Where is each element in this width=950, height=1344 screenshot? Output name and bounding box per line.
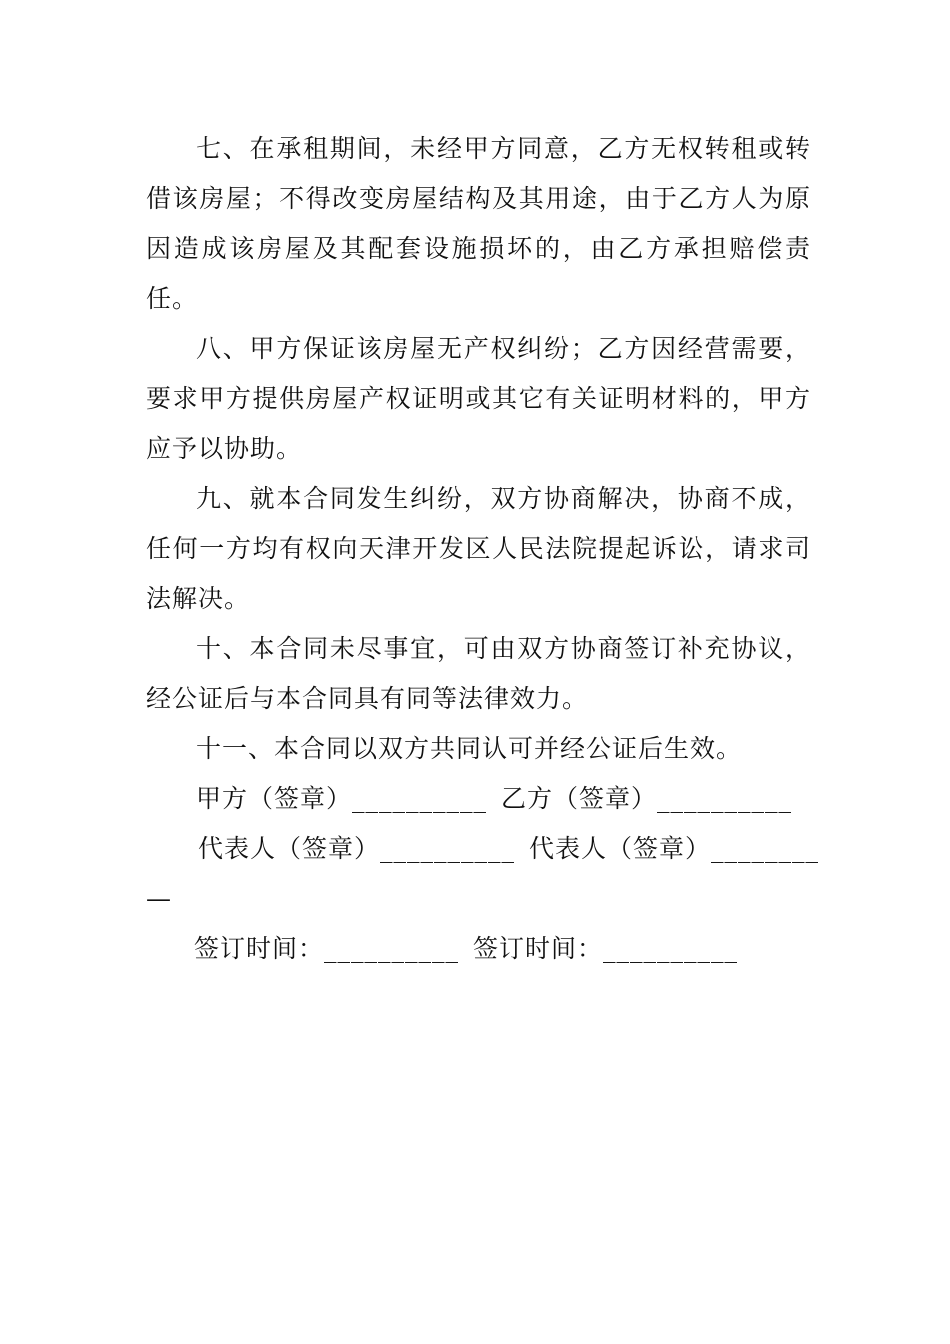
representative-seal-line <box>146 824 820 874</box>
clause-9: 九、就本合同发生纠纷，双方协商解决，协商不成，任何一方均有权向天津开发区人民法院提起诉讼，请求司法解决。 <box>146 484 811 613</box>
clause-10: 十、本合同未尽事宜，可由双方协商签订补充协议，经公证后与本合同具有同等法律效力。 <box>146 634 811 713</box>
clause-8: 八、甲方保证该房屋无产权纠纷；乙方因经营需要，要求甲方提供房屋产权证明或其它有关证明材料的，甲方应予以协助。 <box>146 334 811 463</box>
contract-text <box>146 124 820 974</box>
representative-seal-wrap <box>146 874 811 924</box>
rep-b-seal: 代表人（签章）________ <box>529 834 820 863</box>
clause-11: 十一、本合同以双方共同认可并经公证后生效。 <box>196 734 743 763</box>
clause-7: 七、在承租期间，未经甲方同意，乙方无权转租或转借该房屋；不得改变房屋结构及其用途，由于乙方人为原因造成该房屋及其配套设施损坏的，由乙方承担赔偿责任。 <box>146 134 811 313</box>
date-a: 签订时间：__________ <box>194 934 460 963</box>
rep-a-seal: 代表人（签章）__________ <box>198 834 516 863</box>
date-b: 签订时间：__________ <box>473 934 739 963</box>
party-a-seal: 甲方（签章）__________ <box>196 784 488 813</box>
rep-b-seal-wrap: — <box>146 884 172 913</box>
party-seal-line <box>146 774 811 824</box>
party-b-seal: 乙方（签章）__________ <box>501 784 793 813</box>
signing-date-line <box>146 924 811 974</box>
